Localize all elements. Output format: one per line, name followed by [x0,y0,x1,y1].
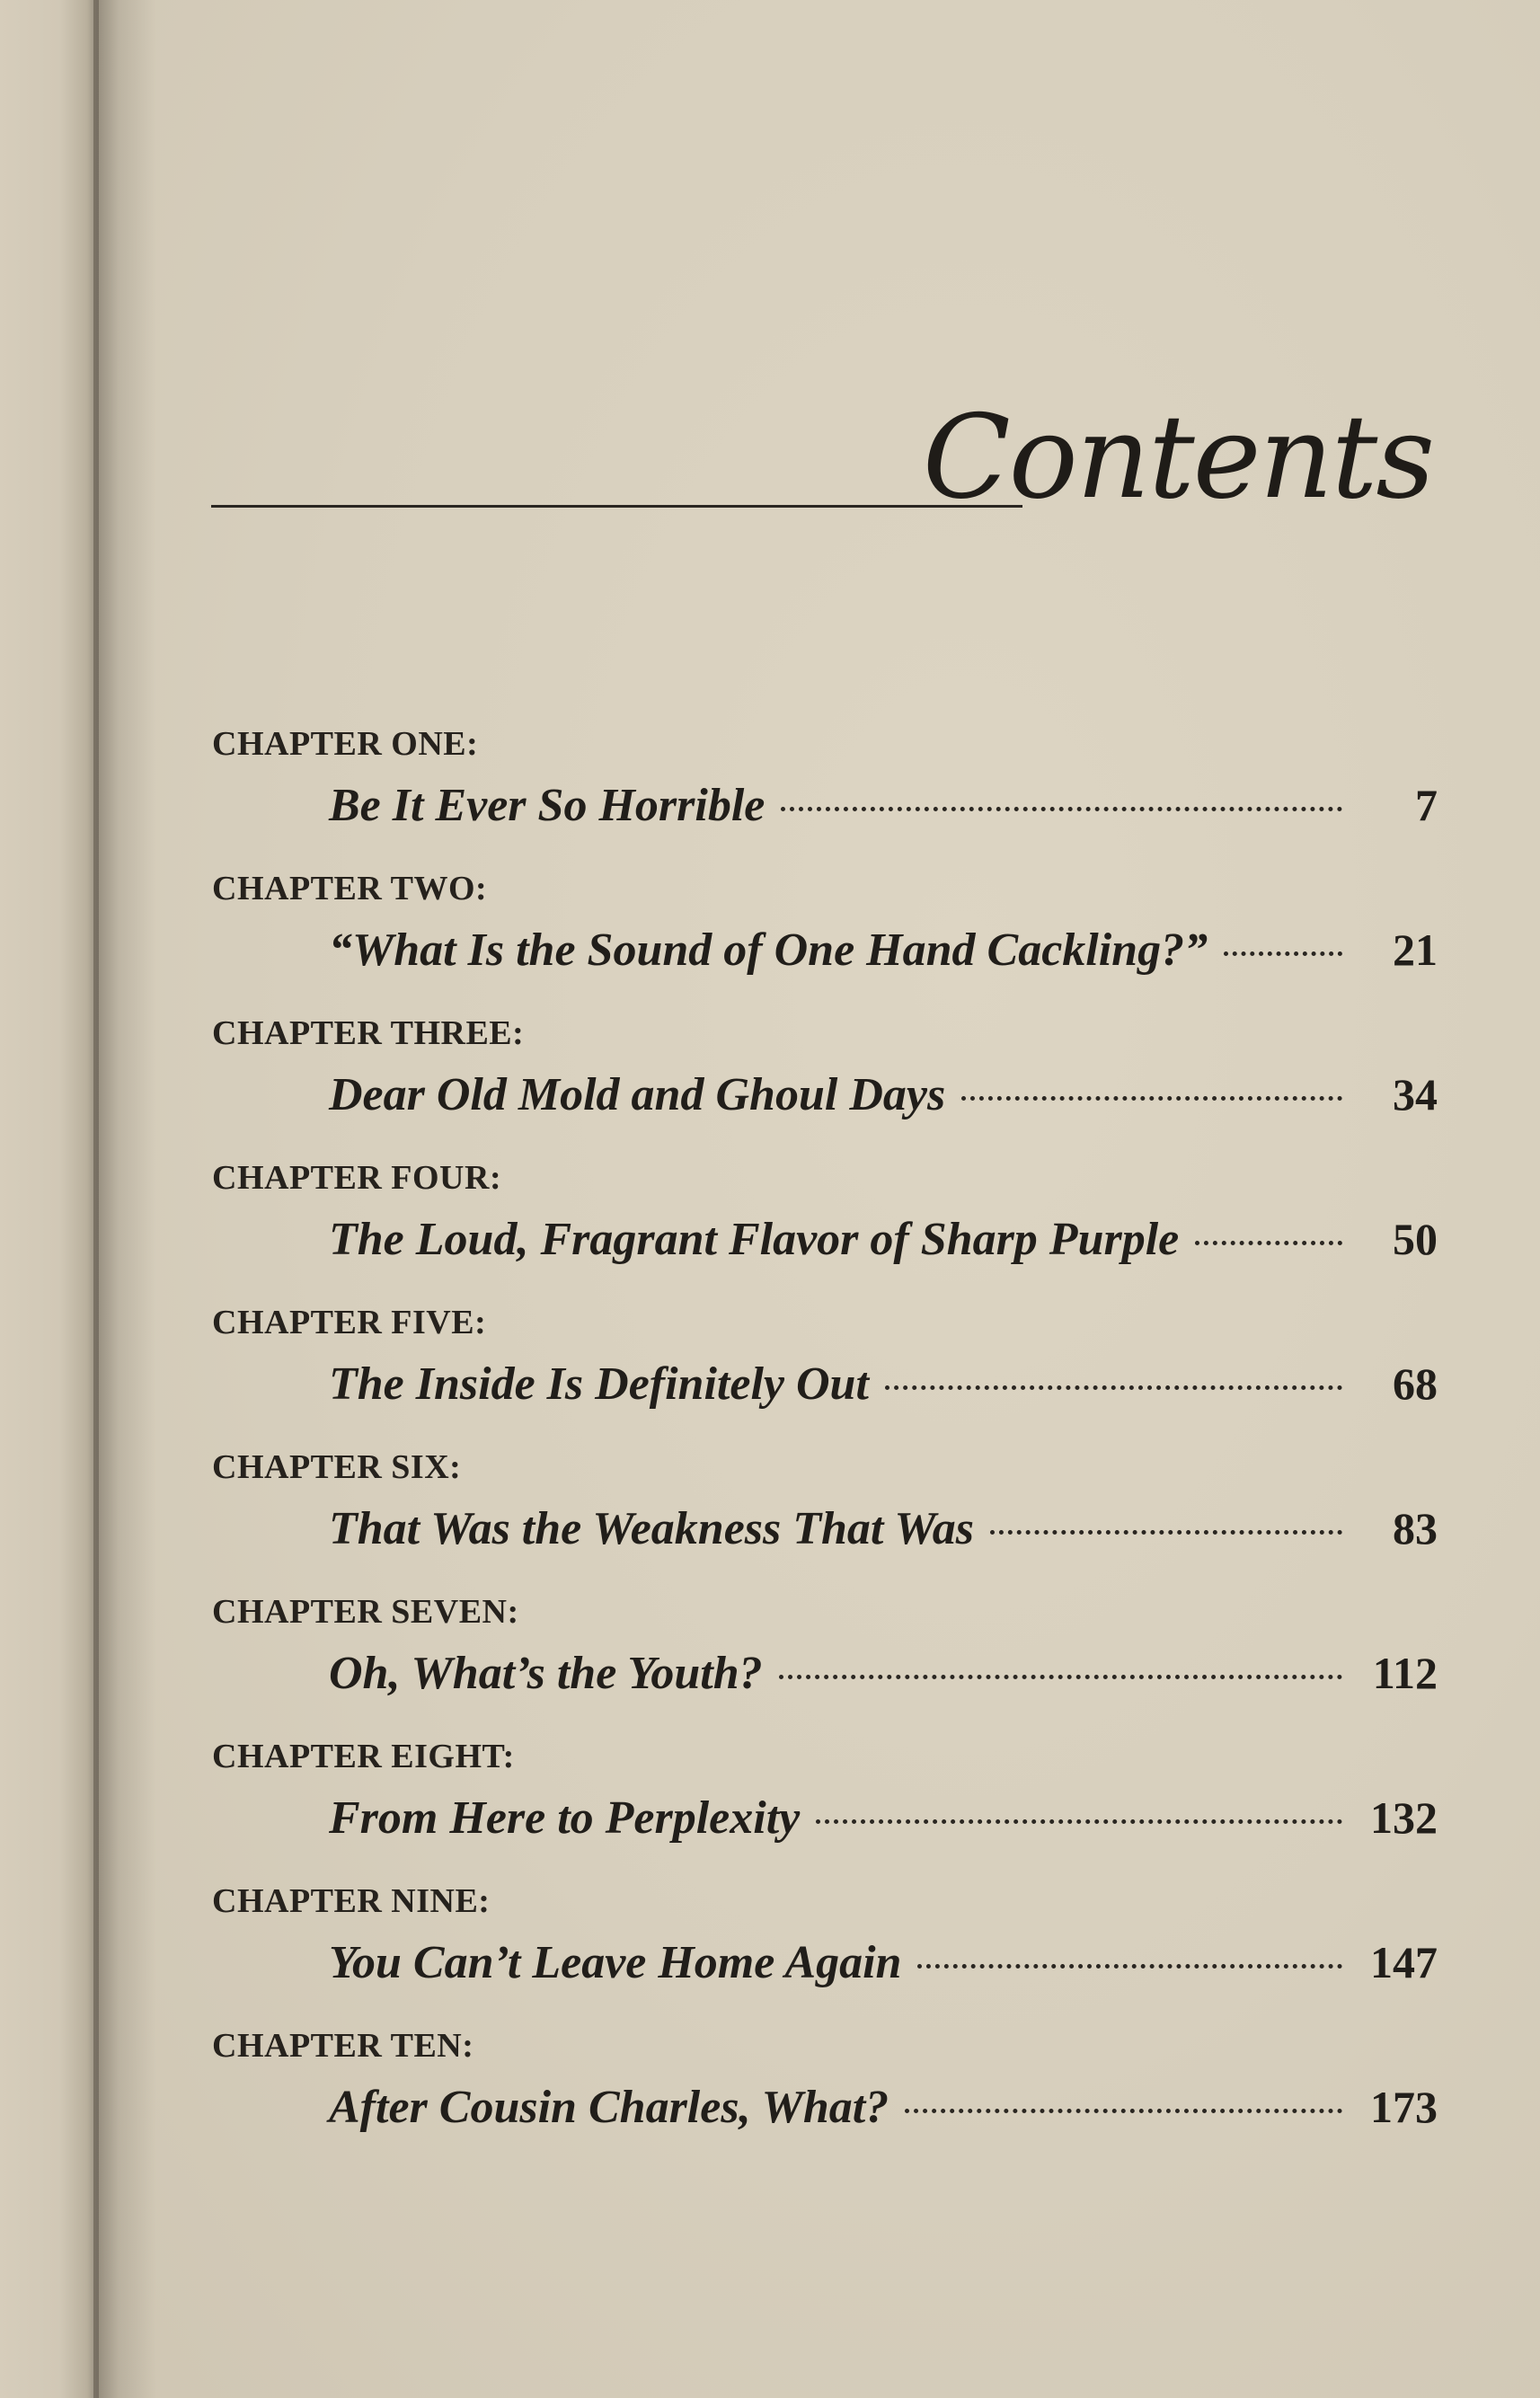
chapter-title: “What Is the Sound of One Hand Cackling?” [329,925,1208,976]
toc-row [329,919,1438,980]
toc-entry [207,1442,1442,1587]
dot-leader [917,1964,1342,1969]
page-number: 68 [1393,1358,1438,1409]
chapter-label: CHAPTER TWO: [212,870,488,907]
chapter-label: CHAPTER FOUR: [212,1159,502,1197]
chapter-label: CHAPTER THREE: [212,1014,525,1052]
chapter-title: From Here to Perplexity [329,1792,801,1844]
chapter-title: Be It Ever So Horrible [329,780,766,831]
chapter-label: CHAPTER NINE: [212,1882,491,1920]
dot-leader [781,807,1342,811]
page-number: 50 [1393,1214,1438,1264]
facing-page-edge [0,0,99,2398]
toc-row [329,1353,1438,1414]
chapter-label: CHAPTER SEVEN: [212,1593,519,1631]
page-title: Contents [922,391,1433,525]
chapter-title: That Was the Weakness That Was [329,1503,975,1554]
toc-row [329,1064,1438,1125]
toc-row [329,1787,1438,1848]
toc-entry [207,1153,1442,1297]
toc-entry [207,1297,1442,1442]
toc-row [329,1498,1438,1559]
dot-leader [990,1530,1342,1535]
toc-entry [207,719,1442,863]
toc-entry [207,1008,1442,1153]
dot-leader [905,2109,1342,2113]
chapter-title: You Can’t Leave Home Again [329,1937,902,1988]
dot-leader [1224,951,1342,956]
page-number: 132 [1370,1792,1438,1843]
heading-block [211,377,1433,539]
page-number: 7 [1415,780,1438,830]
toc-entry [207,863,1442,1008]
chapter-label: CHAPTER TEN: [212,2027,474,2065]
dot-leader [779,1675,1342,1679]
toc-entry [207,2021,1442,2165]
chapter-label: CHAPTER EIGHT: [212,1738,515,1775]
page-number: 34 [1393,1069,1438,1119]
dot-leader [816,1819,1342,1824]
toc-row [329,1932,1438,1993]
toc-row [329,2076,1438,2137]
page-number: 83 [1393,1503,1438,1553]
chapter-label: CHAPTER ONE: [212,725,479,763]
chapter-title: After Cousin Charles, What? [329,2082,889,2133]
page-number: 112 [1372,1648,1438,1698]
toc-entry [207,1587,1442,1731]
toc-entry [207,1876,1442,2021]
toc-row [329,1208,1438,1270]
dot-leader [1195,1241,1342,1245]
chapter-label: CHAPTER SIX: [212,1448,462,1486]
page-number: 21 [1393,925,1438,975]
page-number: 147 [1370,1937,1438,1987]
gutter-shadow [93,0,156,2398]
toc-row [329,774,1438,836]
dot-leader [885,1385,1342,1390]
dot-leader [961,1096,1342,1101]
chapter-title: Dear Old Mold and Ghoul Days [329,1069,946,1120]
toc-entry [207,1731,1442,1876]
page-number: 173 [1370,2082,1438,2132]
toc-row [329,1642,1438,1703]
heading-rule [211,505,1022,508]
chapter-label: CHAPTER FIVE: [212,1304,487,1341]
chapter-title: The Inside Is Definitely Out [329,1358,869,1410]
table-of-contents [207,719,1442,2165]
chapter-title: The Loud, Fragrant Flavor of Sharp Purple [329,1214,1180,1265]
chapter-title: Oh, What’s the Youth? [329,1648,763,1699]
